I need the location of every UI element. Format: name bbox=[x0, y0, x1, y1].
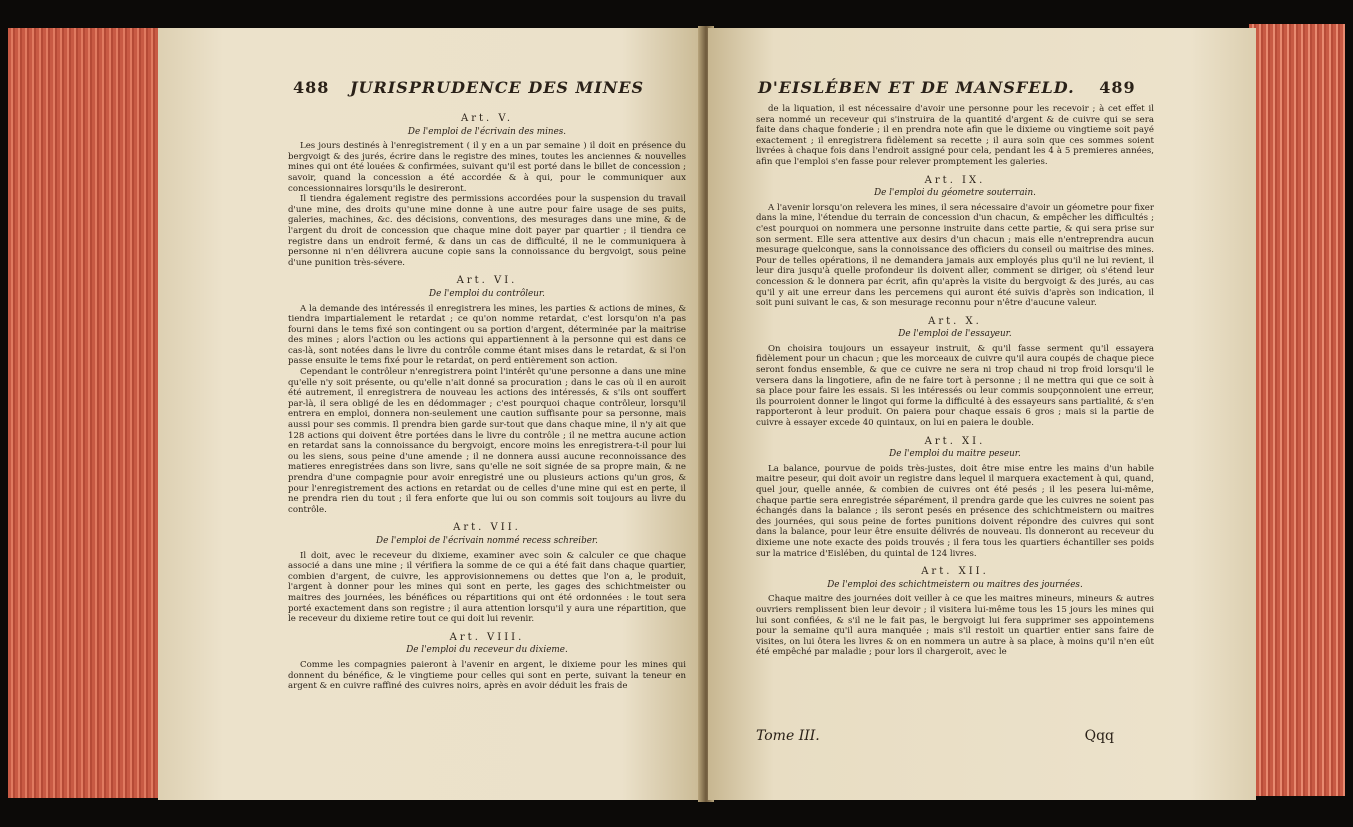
right-running-head bbox=[758, 78, 1136, 97]
page-edges-right bbox=[1249, 24, 1345, 796]
article-subtitle: De l'emploi du maitre peseur. bbox=[889, 449, 1021, 460]
paragraph: de la liquation, il est nécessaire d'avoir une personne pour les recevoir ; à cet effet il sera nommé un receveur qui s'instruira de la quantité d'argent & de cuivre qui se sera faite dans chaque fonderie ; il en prendra note afin que le dixieme ou vingtieme soit payé exactement ; il enregistrera fidèlement sa recette ; il aura soin que ces sommes soient livrées à chaque fois dans l'endroit assigné pour cela, pendant les 4 à 5 premieres années, afin que l'emploi s'en fasse pour relever promptement les galeries. bbox=[756, 104, 1154, 167]
volume-label: Tome III. bbox=[756, 728, 820, 744]
open-book bbox=[8, 10, 1345, 818]
paragraph: La balance, pourvue de poids très-justes, doit être mise entre les mains d'un habile maitre peseur, qui doit avoir un registre dans lequel il marquera exactement à qui, quand, quel jour, quelle année, & combien de cuivres ont été pesés ; il les pesera lui-même, chaque partie sera enregistrée séparément, il prendra garde que les cuivres ne soient pas échangés dans la balance ; ils seront pesés en présence des schichtmeistern ou maitres des journées, qui sous peine de fortes punitions doivent répondre des cuivres qui sont dans la balance, pour leur être ensuite délivrés de nouveau. Ils donneront au receveur du dixieme une note exacte des poids trouvés ; il fera tous les quartiers échantiller ses poids sur la matrice d'Eislében, du quintal de 124 livres. bbox=[756, 463, 1154, 559]
article-subtitle: De l'emploi du receveur du dixieme. bbox=[406, 645, 568, 656]
left-running-title: JURISPRUDENCE DES MINES bbox=[349, 78, 645, 97]
article-heading: Art. VII. bbox=[453, 522, 521, 534]
paragraph: Chaque maitre des journées doit veiller à ce que les maitres mineurs, mineurs & autres ouvriers remplissent bien leur devoir ; il visitera lui-même tous les 15 jours les mines qui lui sont confiées, & s'il ne le fait pas, le bergvoigt lui fera supprimer ses appointemens pour la semaine qu'il aura manquée ; mais s'il restoit un quartier entier sans faire de visites, on lui ôtera les livres & on en nommera un autre à sa place, à moins qu'il n'en eût été empêché par maladie ; pour lors il chargeroit, avec le bbox=[756, 594, 1154, 658]
signature-mark: Qqq bbox=[1084, 728, 1114, 744]
article-subtitle: De l'emploi de l'écrivain nommé recess schreiber. bbox=[376, 535, 598, 546]
article-subtitle: De l'emploi de l'écrivain des mines. bbox=[407, 126, 567, 137]
paragraph: Cependant le contrôleur n'enregistrera point l'intérêt qu'une personne a dans une mine qu'elle n'y soit présente, ou qu'elle n'ait donné sa procuration ; dans le cas où il en auroit été autrement, il enregistrera de nouveau les actions des intéressés, & s'ils ont souffert par-là, il sera obligé de les en dédommager ; c'est pourquoi chaque contrôleur, lorsqu'il entrera en emploi, donnera non-seulement une caution suffisante pour sa personne, mais aussi pour ses commis. Il prendra bien garde sur-tout que dans chaque mine, il n'y ait que 128 actions qui doivent être portées dans le livre du contrôle ; il ne mettra aucune action en retardat sans la connoissance du bergvoigt, encore moins les enregistrera-t-il pour lui ou les siens, sous peine d'une amende ; il ne donnera aussi aucune reconnoissance des matieres enregistrées dans son livre, sans qu'elle ne soit signée de sa propre main, & ne prendra d'une compagnie pour avoir enregistré une ou plusieurs actions qu'un gros, & pour l'enregistrement des actions en retardat ou de celles d'une mine qui est en perte, il ne prendra rien du tout ; il fera enforte que lui ou son commis soit toujours au livre du contrôle. bbox=[288, 367, 686, 515]
page-edges-left bbox=[8, 28, 168, 798]
article-heading: Art. XII. bbox=[921, 566, 989, 578]
article-heading: Art. XI. bbox=[924, 435, 986, 447]
paragraph: A l'avenir lorsqu'on relevera les mines, il sera nécessaire d'avoir un géometre pour fixer dans la mine, l'étendue du terrain de concession d'un chacun, & empêcher les difficultés ; c'est pourquoi on nommera une personne instruite dans cette partie, & qui sera prise sur son serment. Elle sera attentive aux desirs d'un chacun ; mais elle n'entreprendra aucun mesurage quelconque, sans la connoissance des officiers du conseil ou maitrise des mines. Pour de telles opérations, il ne demandera jamais aux employés plus qu'il ne lui revient, il leur dira jusqu'à quelle profondeur ils doivent aller, comment se diriger, où s'étend leur concession & le donnera par écrit, afin qu'après la visite du bergvoigt & des jurés, au cas qu'il y ait une erreur dans les percemens qui auront été suivis d'après son indication, il soit puni suivant le cas, & son mesurage reconnu pour n'être d'aucune valeur. bbox=[756, 202, 1154, 309]
right-page-body bbox=[756, 104, 1154, 658]
left-running-head bbox=[293, 78, 644, 97]
article-subtitle: De l'emploi des schichtmeistern ou maitres des journées. bbox=[827, 579, 1083, 590]
article-subtitle: De l'emploi de l'essayeur. bbox=[898, 329, 1012, 340]
article-heading: Art. VIII. bbox=[449, 631, 525, 643]
article-heading: Art. X. bbox=[928, 315, 982, 327]
right-page bbox=[708, 28, 1256, 800]
right-running-title: D'EISLÉBEN ET DE MANSFELD. bbox=[758, 78, 1075, 97]
paragraph: Il tiendra également registre des permissions accordées pour la suspension du travail d'une mine, des droits qu'une mine donne à une autre pour faire usage de ses puits, galeries, machines, &c. des décisions, conventions, des mesurages dans une mine, & de l'argent du droit de concession que chaque mine doit payer par quartier ; il tiendra ce registre dans un endroit fermé, & dans un cas de difficulté, il ne le communiquera à personne ni n'en délivrera aucune copie sans la connoissance du bergvoigt, sous peine d'une punition très-sévere. bbox=[288, 194, 686, 268]
right-page-number: 489 bbox=[1099, 78, 1136, 97]
paragraph: On choisira toujours un essayeur instruit, & qu'il fasse serment qu'il essayera fidèlement pour un chacun ; que les morceaux de cuivre qu'il aura coupés de chaque piece seront fondus ensemble, & que ce cuivre ne sera ni trop chaud ni trop froid lorsqu'il le versera dans la lingotiere, afin de ne faire tort à personne ; il ne mettra qui que ce soit à sa place pour faire les essais. Si les intéressés ou leur commis soupçonnoient une erreur, ils pourroient donner le lingot qui forme la difficulté à des essayeurs sans partialité, & s'en rapporteront à leur produit. On paiera pour chaque essais 6 gros ; mais si la partie de cuivre à essayer excede 40 quintaux, on lui en paiera le double. bbox=[756, 343, 1154, 429]
article-heading: Art. V. bbox=[460, 113, 514, 124]
paragraph: Il doit, avec le receveur du dixieme, examiner avec soin & calculer ce que chaque associé a dans une mine ; il vérifiera la somme de ce qui a été fait dans chaque quartier, combien d'argent, de cuivre, les approvisionnemens ou dettes que l'on a, le produit, l'argent à donner pour les mines qui sont en perte, les gages des schichtmeister ou maitres des journées, les bénéfices ou répartitions qui ont été ordonnées : le tout sera porté exactement dans son registre ; il aura attention lorsqu'il y aura une répartition, que le receveur du dixieme retire tout ce qui doit lui revenir. bbox=[288, 550, 686, 625]
left-page-body bbox=[288, 106, 686, 692]
paragraph: Les jours destinés à l'enregistrement ( il y en a un par semaine ) il doit en présence du bergvoigt & des jurés, écrire dans le registre des mines, toutes les anciennes & nouvelles mines qui ont été louées & confirmées, suivant qu'il est porté dans le billet de concession ; savoir, quand la concession a été accordée & à qui, pour le communiquer aux concessionnaires lorsqu'ils le desireront. bbox=[288, 141, 686, 194]
article-heading: Art. VI. bbox=[456, 275, 518, 287]
paragraph: A la demande des intéressés il enregistrera les mines, les parties & actions de mines, & tiendra impartialement le retardat ; ce qu'on nomme retardat, c'est lorsqu'on n'a pas fourni dans le tems fixé son contingent ou sa portion d'argent, déterminée par la maitrise des mines ; alors l'action ou les actions qui appartiennent à la personne qui est dans ce cas-là, sont notées dans le livre du contrôle comme étant mises dans le retardat, & si l'on passe ensuite le tems fixé pour le retardat, on perd entièrement son action. bbox=[288, 303, 686, 367]
page-footer bbox=[756, 728, 1154, 744]
article-subtitle: De l'emploi du contrôleur. bbox=[429, 288, 545, 299]
article-heading: Art. IX. bbox=[924, 174, 986, 186]
article-subtitle: De l'emploi du géometre souterrain. bbox=[874, 188, 1036, 199]
left-page bbox=[158, 28, 704, 800]
left-page-number: 488 bbox=[293, 78, 330, 97]
paragraph: Comme les compagnies paieront à l'avenir en argent, le dixieme pour les mines qui donnent du bénéfice, & le vingtieme pour celles qui sont en perte, suivant la teneur en argent & en cuivre raffiné des cuivres noirs, après en avoir déduit les frais de bbox=[288, 659, 686, 692]
